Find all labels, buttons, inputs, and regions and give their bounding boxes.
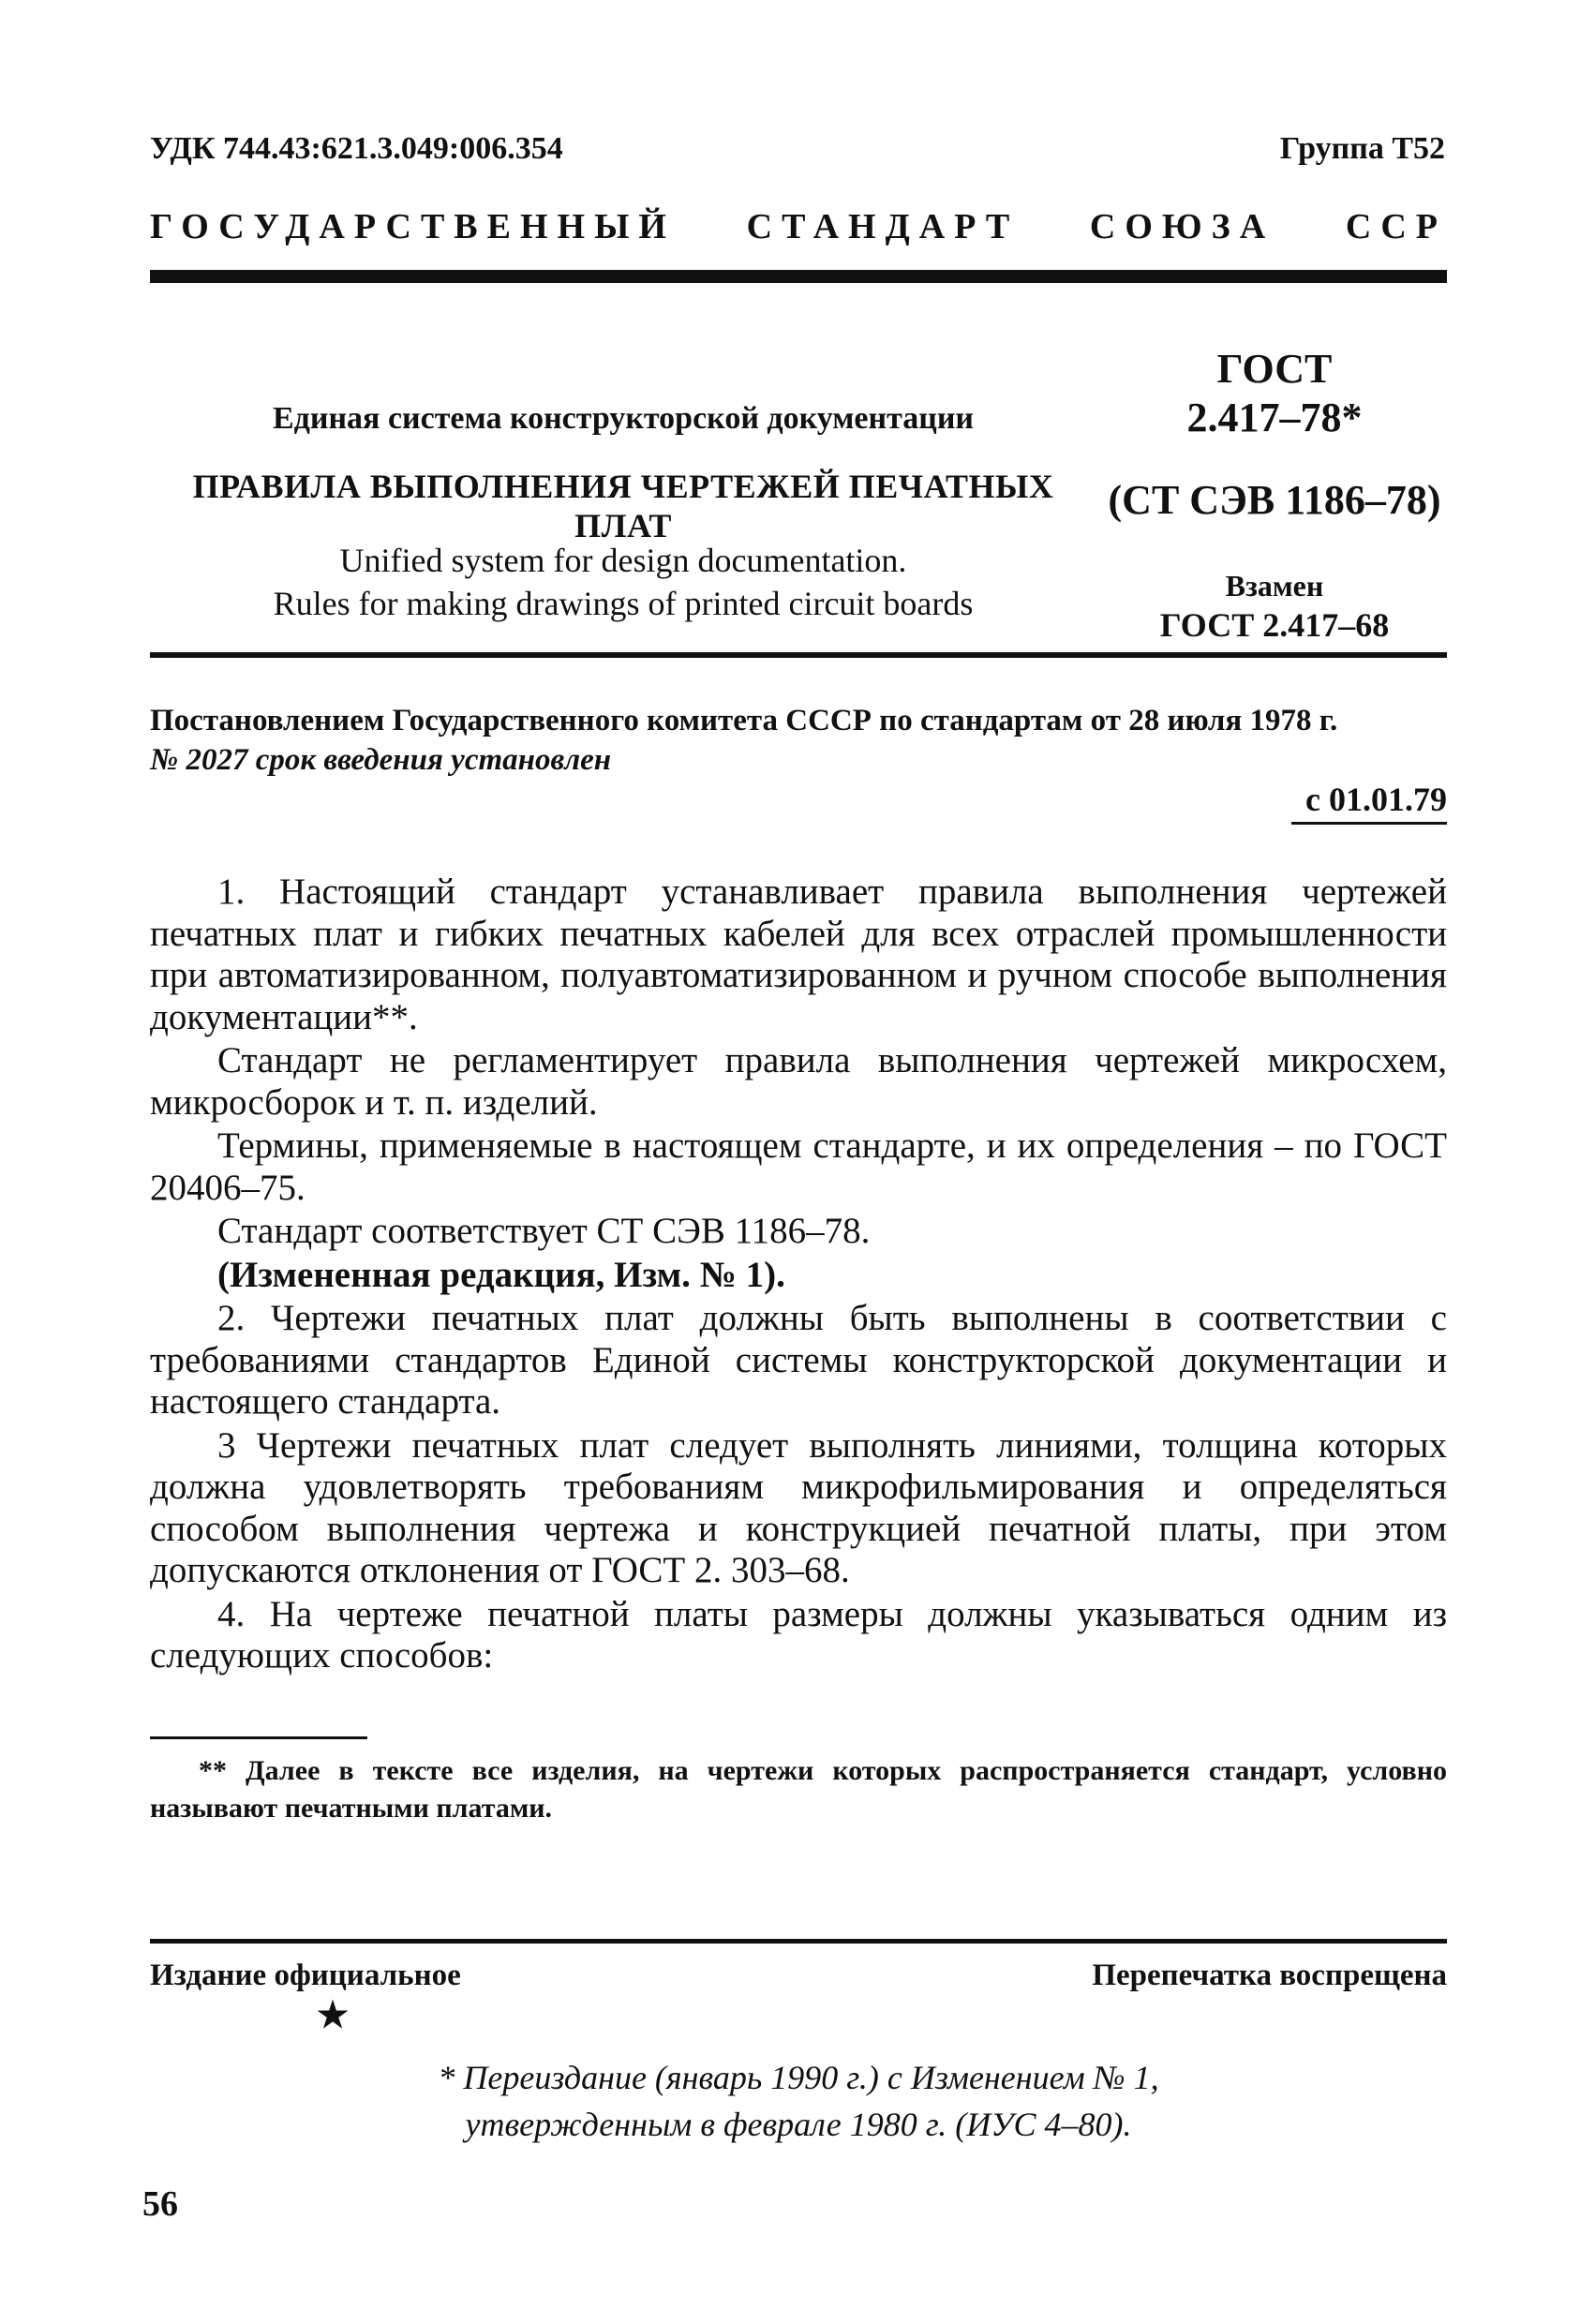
star-icon: ★ [317, 1996, 350, 2035]
resolution-line1: Постановлением Государственного комитета СССР по стандартам от 28 июля 1978 г. [150, 704, 1338, 737]
reissue-note [150, 2054, 1447, 2148]
state-word-4: ССР [1345, 207, 1447, 246]
body-text [150, 872, 1447, 1679]
introduction-date: с 01.01.79 [1305, 781, 1447, 818]
title-en-line1: Unified system for design documentation. [339, 542, 907, 579]
system-name: Единая система конструкторской документации [273, 401, 974, 436]
paragraph-3: Термины, применяемые в настоящем стандарте, и их определения – по ГОСТ 20406–75. [150, 1125, 1447, 1208]
document-title-ru: ПРАВИЛА ВЫПОЛНЕНИЯ ЧЕРТЕЖЕЙ ПЕЧАТНЫХ ПЛАТ [192, 468, 1054, 544]
paragraph-amendment: (Измененная редакция, Изм. № 1). [217, 1254, 785, 1295]
state-standard-heading [150, 206, 1447, 247]
page-number: 56 [142, 2184, 178, 2224]
reprint-note: Перепечатка воспрещена [1092, 1959, 1447, 1992]
reissue-line1: * Переиздание (январь 1990 г.) с Изменением № 1, [438, 2059, 1159, 2096]
date-underline [1291, 822, 1447, 825]
paragraph-4: Стандарт соответствует СТ СЭВ 1186–78. [217, 1211, 871, 1251]
header-rule-top [150, 270, 1447, 283]
footer-rule [150, 1939, 1447, 1944]
footnote: ** Далее в тексте все изделия, на чертежи которых распространяется стандарт, условно называют печатными платами. [150, 1755, 1447, 1824]
paragraph-1: 1. Настоящий стандарт устанавливает правила выполнения чертежей печатных плат и гибких печатных кабелей для всех отраслей промышленности при автоматизированном, полуавтоматизированном и ручном способе выполнения документации**. [150, 872, 1447, 1037]
title-block-rule [150, 652, 1447, 658]
gost-number: 2.417–78* [1186, 395, 1363, 440]
state-word-1: ГОСУДАРСТВЕННЫЙ [150, 207, 676, 246]
state-word-2: СТАНДАРТ [746, 207, 1020, 246]
title-en-line2: Rules for making drawings of printed circuit boards [273, 585, 974, 622]
reissue-line2: утвержденным в феврале 1980 г. (ИУС 4–80). [465, 2106, 1132, 2143]
footnote-rule [150, 1736, 367, 1739]
resolution-text [150, 701, 1447, 780]
paragraph-7: 3 Чертежи печатных плат следует выполнять линиями, толщина которых должна удовлетворять требованиям микрофильмирования и определяться способом выполнения чертежа и конструкцией печатной платы, при этом допускаются отклонения от ГОСТ 2. 303–68. [150, 1424, 1447, 1590]
resolution-line2: № 2027 срок введения установлен [150, 743, 612, 777]
edition-note: Издание официальное [150, 1959, 461, 1992]
replaces-label: Взамен [1225, 569, 1324, 603]
paragraph-6: 2. Чертежи печатных плат должны быть выполнены в соответствии с требованиями стандартов Единой системы конструкторской документации и настоящего стандарта. [150, 1298, 1447, 1422]
udk-code: УДК 744.43:621.3.049:006.354 [150, 131, 563, 166]
document-title-en [150, 539, 1096, 625]
paragraph-8: 4. На чертеже печатной платы размеры должны указываться одним из следующих способов: [150, 1593, 1447, 1676]
replaces-gost: ГОСТ 2.417–68 [1159, 606, 1390, 644]
state-word-3: СОЮЗА [1089, 207, 1275, 246]
gost-label: ГОСТ [1216, 346, 1333, 392]
paragraph-2: Стандарт не регламентирует правила выполнения чертежей микросхем, микросборок и т. п. изделий. [150, 1040, 1447, 1123]
group-code: Группа Т52 [1279, 131, 1445, 166]
st-sev-number: (СТ СЭВ 1186–78) [1108, 477, 1441, 523]
